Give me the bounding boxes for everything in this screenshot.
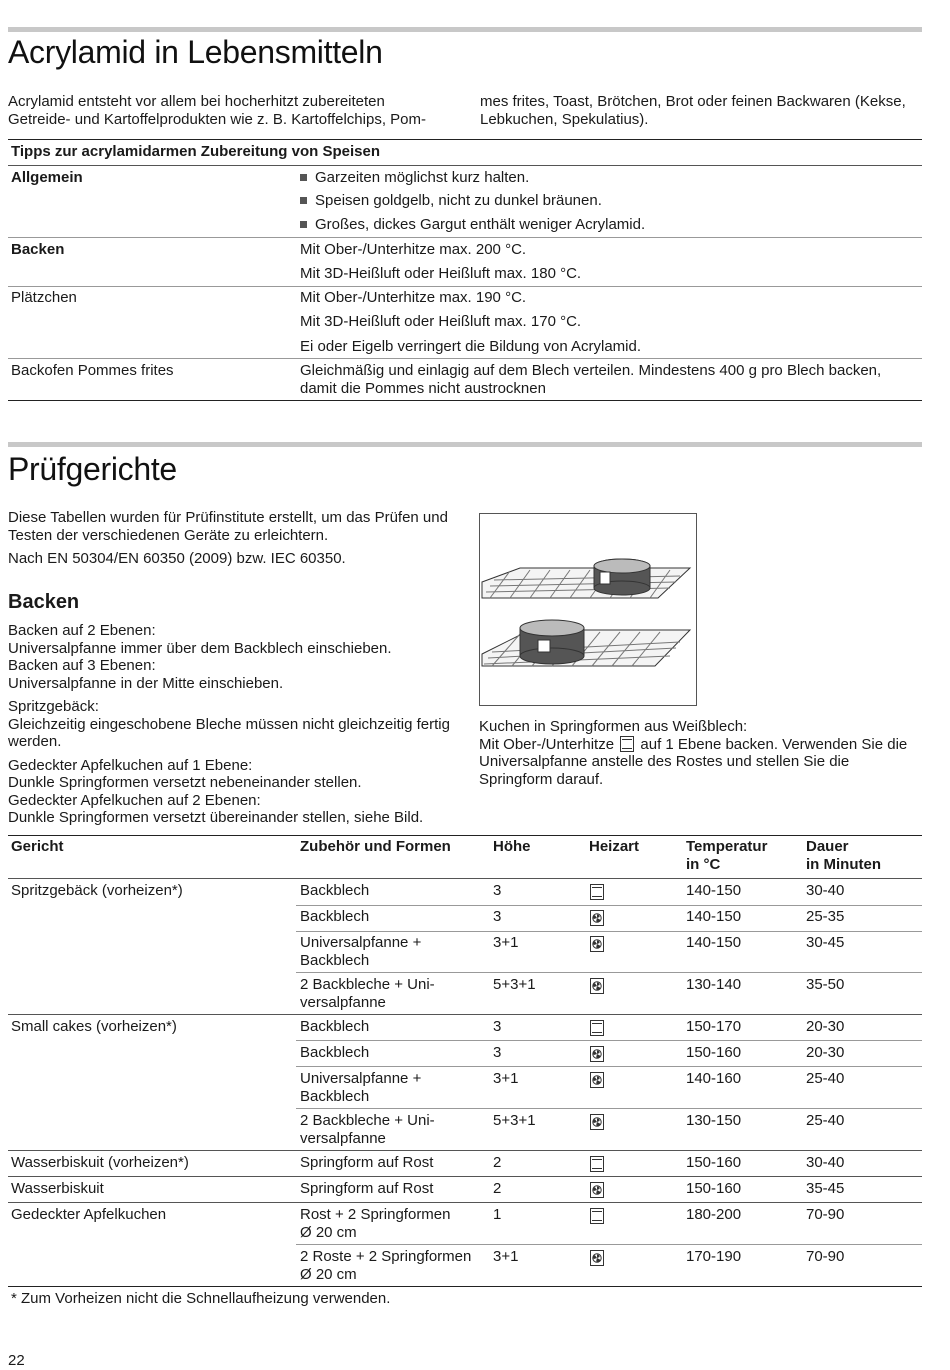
intro-col1: Acrylamid entsteht vor allem bei hocherhitzt zubereiteten Getreide- und Kartoffelprodukten wie z. B. Kartoffelchips, Pom- xyxy=(8,93,426,128)
cell-accessory xyxy=(300,1112,435,1147)
table-rule xyxy=(8,286,922,287)
ober-unterhitze-icon xyxy=(590,1020,604,1036)
ober-unterhitze-icon xyxy=(590,1156,604,1172)
cell-dish: Small cakes (vorheizen*) xyxy=(11,1018,177,1035)
cell-level: 3 xyxy=(493,882,502,899)
text-line: Universalpfanne immer über dem Backblech einschieben. xyxy=(8,639,392,657)
intro-paragraph-1: Diese Tabellen wurden für Prüfinstitute erstellt, um das Prüfen und Testen der verschiedenen Geräte zu erleichtern. xyxy=(8,509,448,544)
backen-text xyxy=(8,622,453,827)
table-rule xyxy=(296,1066,922,1067)
ober-unterhitze-icon xyxy=(620,736,634,752)
tips-row-label-backen: Backen xyxy=(11,241,65,258)
cell-dish: Gedeckter Apfelkuchen xyxy=(11,1206,167,1223)
table-rule xyxy=(296,931,922,932)
cell-accessory xyxy=(300,934,421,969)
text-line: Spritzgebäck: xyxy=(8,698,99,715)
page-number: 22 xyxy=(8,1352,25,1369)
table-rule xyxy=(8,1150,922,1151)
section-rule xyxy=(8,442,922,447)
accessory-line: Ø 20 cm xyxy=(300,1265,357,1283)
text-line: Backen auf 3 Ebenen: xyxy=(8,657,156,674)
table-bottom-rule xyxy=(8,400,922,401)
tips-item: Mit 3D-Heißluft oder Heißluft max. 180 °C. xyxy=(300,265,582,282)
table-rule xyxy=(8,358,922,359)
cell-level: 5+3+1 xyxy=(493,1112,536,1129)
cell-dish: Wasserbiskuit (vorheizen*) xyxy=(11,1154,189,1171)
cell-temperature: 150-160 xyxy=(686,1044,742,1061)
cell-duration: 25-40 xyxy=(806,1070,845,1087)
col-header-accessory: Zubehör und Formen xyxy=(300,838,451,855)
cell-dish: Spritzgebäck (vorheizen*) xyxy=(11,882,183,899)
table-rule xyxy=(8,1014,922,1015)
cell-duration: 30-40 xyxy=(806,882,845,899)
tips-item: Mit 3D-Heißluft oder Heißluft max. 170 °C. xyxy=(300,313,582,330)
cell-duration: 35-45 xyxy=(806,1180,845,1197)
ober-unterhitze-icon xyxy=(590,1155,604,1173)
cell-temperature: 140-150 xyxy=(686,882,742,899)
text-line: Universalpfanne in der Mitte einschieben. xyxy=(8,674,284,692)
cell-accessory xyxy=(300,1018,369,1036)
ober-unterhitze-icon xyxy=(590,1208,604,1224)
tips-item: Großes, dickes Gargut enthält weniger Acrylamid. xyxy=(299,216,645,234)
cell-temperature: 130-140 xyxy=(686,976,742,993)
table-top-rule xyxy=(8,139,922,140)
cell-level: 3 xyxy=(493,1018,502,1035)
tips-item: Gleichmäßig und einlagig auf dem Blech verteilen. Mindestens 400 g pro Blech backen, damit die Pommes nicht austrocknen xyxy=(300,362,882,397)
accessory-line: versalpfanne xyxy=(300,1129,386,1147)
bullet-icon xyxy=(300,197,307,204)
section-title-pruefgerichte: Prüfgerichte xyxy=(8,451,177,487)
heissluft-icon xyxy=(590,1181,604,1199)
test-table-bottom-rule xyxy=(8,1286,922,1287)
tips-item: Mit Ober-/Unterhitze max. 190 °C. xyxy=(300,289,527,306)
text-line: Backen auf 2 Ebenen: xyxy=(8,622,156,639)
cell-duration: 35-50 xyxy=(806,976,845,993)
heissluft-icon xyxy=(590,1182,604,1198)
ober-unterhitze-icon xyxy=(590,1207,604,1225)
heissluft-icon xyxy=(590,935,604,953)
accessory-line: 2 Backbleche + Uni- xyxy=(300,1112,435,1129)
heissluft-icon xyxy=(590,977,604,995)
cell-accessory xyxy=(300,1206,451,1241)
cell-level: 2 xyxy=(493,1154,502,1171)
cell-level: 5+3+1 xyxy=(493,976,536,993)
accessory-line: Universalpfanne + xyxy=(300,934,422,951)
cell-duration: 30-40 xyxy=(806,1154,845,1171)
tips-item: Garzeiten möglichst kurz halten. xyxy=(299,169,529,187)
bullet-icon xyxy=(300,221,307,228)
cell-level: 3+1 xyxy=(493,1070,519,1087)
intro-col2: mes frites, Toast, Brötchen, Brot oder feinen Backwaren (Kekse, Lebkuchen, Spekulatius). xyxy=(480,93,906,128)
text-line: Dunkle Springformen versetzt nebeneinander stellen. xyxy=(8,774,362,791)
ober-unterhitze-icon xyxy=(590,884,604,900)
cell-accessory xyxy=(300,1070,421,1105)
accessory-line: Ø 20 cm xyxy=(300,1223,357,1241)
cell-duration: 25-40 xyxy=(806,1112,845,1129)
col-header-duration: Dauer in Minuten xyxy=(806,838,881,873)
accessory-line: Backblech xyxy=(300,951,370,969)
cell-accessory xyxy=(300,976,435,1011)
table-rule xyxy=(296,905,922,906)
cell-duration: 20-30 xyxy=(806,1018,845,1035)
cell-duration: 70-90 xyxy=(806,1248,845,1265)
bullet-icon xyxy=(300,174,307,181)
illustration-caption xyxy=(479,718,919,788)
tips-table-title: Tipps zur acrylamidarmen Zubereitung von Speisen xyxy=(11,143,380,160)
table-rule xyxy=(8,1202,922,1203)
table-rule xyxy=(8,1176,922,1177)
table-rule xyxy=(296,972,922,973)
col-header-dish: Gericht xyxy=(11,838,64,855)
cell-duration: 30-45 xyxy=(806,934,845,951)
cell-level: 3+1 xyxy=(493,1248,519,1265)
table-rule xyxy=(8,237,922,238)
tips-row-label-plaetzchen: Plätzchen xyxy=(11,289,77,306)
accessory-line: 2 Roste + 2 Springformen xyxy=(300,1248,472,1265)
heissluft-icon xyxy=(590,910,604,926)
cell-temperature: 140-150 xyxy=(686,934,742,951)
accessory-line: Backblech xyxy=(300,1018,370,1035)
cell-duration: 20-30 xyxy=(806,1044,845,1061)
table-rule xyxy=(8,878,922,879)
text-line: Gedeckter Apfelkuchen auf 1 Ebene: xyxy=(8,756,253,774)
col-header-mode: Heizart xyxy=(589,838,640,855)
heissluft-icon xyxy=(590,936,604,952)
col-header-temperature: Temperatur in °C xyxy=(686,838,768,873)
accessory-line: 2 Backbleche + Uni- xyxy=(300,976,435,993)
heissluft-icon xyxy=(590,1071,604,1089)
accessory-line: Springform auf Rost xyxy=(300,1154,434,1171)
ober-unterhitze-icon xyxy=(590,1019,604,1037)
heissluft-icon xyxy=(590,1250,604,1266)
subsection-title-backen: Backen xyxy=(8,591,80,613)
cell-dish: Wasserbiskuit xyxy=(11,1180,104,1197)
accessory-line: Springform auf Rost xyxy=(300,1180,434,1197)
cell-accessory xyxy=(300,1154,433,1172)
heissluft-icon xyxy=(590,1249,604,1267)
cell-level: 1 xyxy=(493,1206,502,1223)
accessory-line: Backblech xyxy=(300,1087,370,1105)
table-rule xyxy=(296,1108,922,1109)
heissluft-icon xyxy=(590,909,604,927)
tips-row-label-pommes: Backofen Pommes frites xyxy=(11,362,174,379)
ober-unterhitze-icon xyxy=(590,883,604,901)
tips-item: Ei oder Eigelb verringert die Bildung von Acrylamid. xyxy=(300,338,642,355)
cell-accessory xyxy=(300,1180,433,1198)
cell-temperature: 150-160 xyxy=(686,1154,742,1171)
text-line: Dunkle Springformen versetzt übereinander stellen, siehe Bild. xyxy=(8,809,424,826)
table-rule xyxy=(296,1244,922,1245)
tips-row-label-allgemein: Allgemein xyxy=(11,169,83,186)
heissluft-icon xyxy=(590,1045,604,1063)
heissluft-icon xyxy=(590,1046,604,1062)
accessory-line: Backblech xyxy=(300,882,370,899)
cell-temperature: 140-150 xyxy=(686,908,742,925)
footnote: * Zum Vorheizen nicht die Schnellaufheizung verwenden. xyxy=(11,1290,391,1307)
accessory-line: Rost + 2 Springformen xyxy=(300,1206,451,1223)
cell-accessory xyxy=(300,882,369,900)
cell-accessory xyxy=(300,1044,369,1062)
section-title-acrylamid: Acrylamid in Lebensmitteln xyxy=(8,34,383,70)
test-table-top-rule xyxy=(8,835,922,836)
heissluft-icon xyxy=(590,1114,604,1130)
cell-accessory xyxy=(300,1248,471,1283)
cell-temperature: 130-150 xyxy=(686,1112,742,1129)
accessory-line: Backblech xyxy=(300,1044,370,1061)
caption-line: Kuchen in Springformen aus Weißblech: xyxy=(479,718,748,735)
text-line: Gleichzeitig eingeschobene Bleche müssen nicht gleichzeitig fertig werden. xyxy=(8,715,450,750)
cell-level: 3+1 xyxy=(493,934,519,951)
pruef-intro xyxy=(8,509,448,574)
cell-level: 2 xyxy=(493,1180,502,1197)
cell-temperature: 170-190 xyxy=(686,1248,742,1265)
intro-paragraph-2: Nach EN 50304/EN 60350 (2009) bzw. IEC 60350. xyxy=(8,550,346,567)
cell-temperature: 180-200 xyxy=(686,1206,742,1223)
accessory-line: Backblech xyxy=(300,908,370,925)
heissluft-icon xyxy=(590,1113,604,1131)
cell-temperature: 150-160 xyxy=(686,1180,742,1197)
text-line: Gedeckter Apfelkuchen auf 2 Ebenen: xyxy=(8,791,261,809)
table-rule xyxy=(8,165,922,166)
caption-body: Mit Ober-/Unterhitze auf 1 Ebene backen. Verwenden Sie die Universalpfanne anstelle des Rostes und stellen Sie die Springform darauf. xyxy=(479,735,908,788)
accessory-line: Universalpfanne + xyxy=(300,1070,422,1087)
table-rule xyxy=(296,1040,922,1041)
cell-duration: 70-90 xyxy=(806,1206,845,1223)
heissluft-icon xyxy=(590,1072,604,1088)
accessory-line: versalpfanne xyxy=(300,993,386,1011)
cell-duration: 25-35 xyxy=(806,908,845,925)
cell-level: 3 xyxy=(493,1044,502,1061)
tips-item: Speisen goldgelb, nicht zu dunkel bräunen. xyxy=(299,192,602,210)
cell-temperature: 150-170 xyxy=(686,1018,742,1035)
col-header-level: Höhe xyxy=(493,838,531,855)
heissluft-icon xyxy=(590,978,604,994)
cell-accessory xyxy=(300,908,369,926)
springform-illustration xyxy=(479,513,697,706)
cell-level: 3 xyxy=(493,908,502,925)
cell-temperature: 140-160 xyxy=(686,1070,742,1087)
section-rule xyxy=(8,27,922,32)
tips-item: Mit Ober-/Unterhitze max. 200 °C. xyxy=(300,241,527,258)
